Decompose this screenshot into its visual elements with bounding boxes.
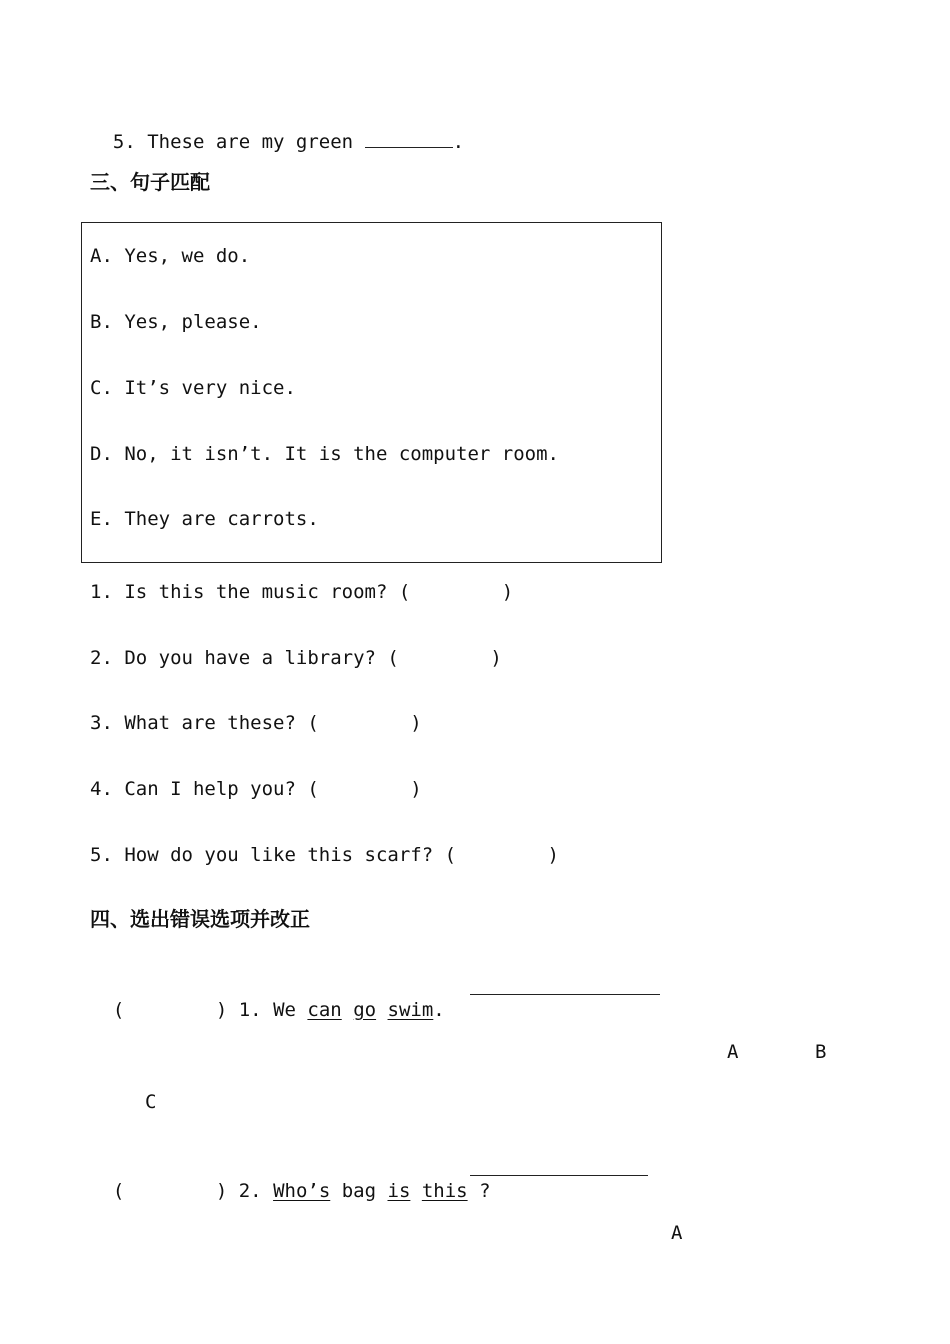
answer-paren[interactable]: ( ) 1. bbox=[112, 999, 262, 1021]
error-question-2 bbox=[90, 1155, 491, 1203]
option-letter-b: B bbox=[815, 1041, 827, 1063]
question-text: 5. These are my green bbox=[112, 131, 365, 153]
option-b-underlined: go bbox=[353, 999, 377, 1021]
question-end: . bbox=[452, 131, 465, 153]
sentence-word: We bbox=[273, 999, 296, 1021]
matching-question-5[interactable]: 5. How do you like this scarf? ( ) bbox=[90, 844, 559, 866]
matching-question-2[interactable]: 2. Do you have a library? ( ) bbox=[90, 647, 502, 669]
option-e: E. They are carrots. bbox=[90, 508, 319, 530]
section-heading-sentence-matching: 三、句子匹配 bbox=[90, 170, 210, 194]
correction-blank-1[interactable] bbox=[470, 976, 660, 995]
fill-in-question-5 bbox=[90, 105, 464, 154]
option-c-underlined: this bbox=[421, 1180, 468, 1202]
section-heading-error-correction: 四、选出错误选项并改正 bbox=[90, 907, 310, 931]
correction-blank-2[interactable] bbox=[470, 1157, 648, 1176]
sentence-end: ? bbox=[479, 1180, 491, 1202]
option-a: A. Yes, we do. bbox=[90, 245, 251, 267]
option-c: C. It’s very nice. bbox=[90, 377, 296, 399]
matching-question-3[interactable]: 3. What are these? ( ) bbox=[90, 712, 422, 734]
option-b: B. Yes, please. bbox=[90, 311, 262, 333]
sentence-end: . bbox=[433, 999, 445, 1021]
sentence-word: bag bbox=[341, 1180, 377, 1202]
option-c-underlined: swim bbox=[387, 999, 434, 1021]
answer-paren[interactable]: ( ) 2. bbox=[112, 1180, 262, 1202]
matching-question-1[interactable]: 1. Is this the music room? ( ) bbox=[90, 581, 514, 603]
option-a-underlined: Who’s bbox=[273, 1180, 331, 1202]
option-a-underlined: can bbox=[307, 999, 342, 1021]
error-question-1 bbox=[90, 974, 445, 1022]
answer-blank[interactable] bbox=[365, 129, 453, 148]
matching-question-4[interactable]: 4. Can I help you? ( ) bbox=[90, 778, 422, 800]
option-d: D. No, it isn’t. It is the computer room. bbox=[90, 443, 559, 465]
option-letter-c: C bbox=[145, 1091, 157, 1113]
option-b-underlined: is bbox=[387, 1180, 411, 1202]
option-letter-a: A bbox=[671, 1222, 683, 1244]
option-letter-a: A bbox=[727, 1041, 739, 1063]
